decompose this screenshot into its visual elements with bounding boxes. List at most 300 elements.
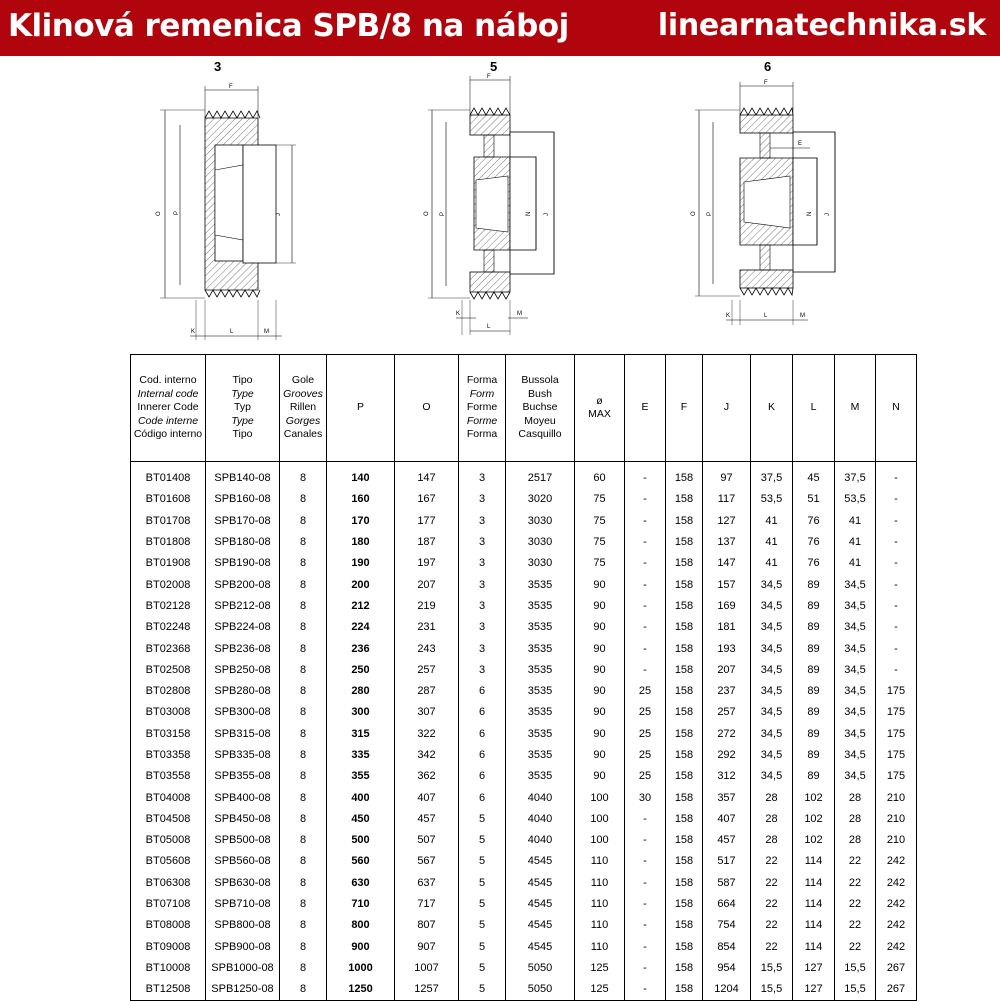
cell-o: 243	[395, 638, 459, 659]
cell-j: 754	[703, 915, 751, 936]
page-title: Klinová remenica SPB/8 na náboj	[8, 8, 569, 44]
cell-n: -	[876, 660, 917, 681]
table-row	[131, 979, 917, 1001]
cell-e: 25	[625, 766, 666, 787]
cell-type: SPB170-08	[206, 511, 280, 532]
header-n: N	[876, 355, 917, 462]
cell-l: 127	[793, 958, 835, 979]
cell-type: SPB1250-08	[206, 979, 280, 1001]
cell-e: 25	[625, 702, 666, 723]
header-bush-en: Bush	[528, 387, 552, 400]
cell-m: 34,5	[835, 660, 876, 681]
cell-l: 76	[793, 532, 835, 553]
cell-o: 342	[395, 745, 459, 766]
cell-m: 34,5	[835, 702, 876, 723]
cell-l: 102	[793, 787, 835, 808]
cell-bush: 4545	[506, 937, 575, 958]
cell-j: 97	[703, 462, 751, 490]
cell-p: 630	[327, 873, 395, 894]
cell-e: -	[625, 873, 666, 894]
table-row	[131, 574, 917, 595]
cell-form: 6	[459, 787, 506, 808]
table-row	[131, 915, 917, 936]
cell-bush: 3030	[506, 553, 575, 574]
drawing-form-3-dim-j: J	[276, 213, 282, 216]
cell-code: BT03158	[131, 724, 206, 745]
cell-j: 457	[703, 830, 751, 851]
cell-e: -	[625, 830, 666, 851]
cell-n: -	[876, 617, 917, 638]
cell-bush: 3535	[506, 574, 575, 595]
cell-f: 158	[666, 937, 703, 958]
cell-grooves: 8	[280, 681, 327, 702]
cell-p: 1250	[327, 979, 395, 1001]
cell-k: 22	[751, 937, 793, 958]
cell-f: 158	[666, 979, 703, 1001]
cell-code: BT08008	[131, 915, 206, 936]
cell-e: -	[625, 574, 666, 595]
cell-p: 1000	[327, 958, 395, 979]
drawing-form-6	[691, 59, 835, 325]
drawing-form-3-label: 3	[214, 59, 222, 74]
cell-f: 158	[666, 915, 703, 936]
cell-m: 22	[835, 915, 876, 936]
cell-type: SPB560-08	[206, 851, 280, 872]
drawing-form-5-dim-o: O	[424, 211, 430, 216]
header-k: K	[751, 355, 793, 462]
header-type	[206, 355, 280, 462]
cell-e: -	[625, 532, 666, 553]
cell-m: 34,5	[835, 724, 876, 745]
header-code-fr: Code interne	[137, 414, 199, 427]
cell-k: 34,5	[751, 681, 793, 702]
cell-k: 34,5	[751, 596, 793, 617]
cell-p: 500	[327, 830, 395, 851]
cell-max: 90	[575, 745, 625, 766]
cell-k: 34,5	[751, 660, 793, 681]
header-f: F	[666, 355, 703, 462]
cell-f: 158	[666, 873, 703, 894]
cell-l: 89	[793, 681, 835, 702]
cell-p: 335	[327, 745, 395, 766]
header-l: L	[793, 355, 835, 462]
cell-p: 224	[327, 617, 395, 638]
cell-m: 28	[835, 787, 876, 808]
cell-bush: 3535	[506, 638, 575, 659]
cell-f: 158	[666, 462, 703, 490]
cell-f: 158	[666, 894, 703, 915]
cell-bush: 3535	[506, 702, 575, 723]
cell-type: SPB630-08	[206, 873, 280, 894]
cell-j: 147	[703, 553, 751, 574]
cell-o: 717	[395, 894, 459, 915]
cell-code: BT03358	[131, 745, 206, 766]
drawing-form-5-dim-p: P	[440, 211, 446, 216]
cell-grooves: 8	[280, 489, 327, 510]
table-row	[131, 638, 917, 659]
cell-m: 34,5	[835, 681, 876, 702]
cell-m: 15,5	[835, 958, 876, 979]
table-row	[131, 617, 917, 638]
header-grooves-es: Canales	[283, 428, 323, 441]
drawing-form-6-dim-e: E	[798, 141, 803, 147]
cell-e: -	[625, 851, 666, 872]
cell-form: 3	[459, 617, 506, 638]
drawing-form-5-dim-n: N	[526, 211, 532, 216]
cell-j: 157	[703, 574, 751, 595]
cell-p: 800	[327, 915, 395, 936]
cell-p: 200	[327, 574, 395, 595]
cell-l: 89	[793, 660, 835, 681]
cell-max: 90	[575, 702, 625, 723]
cell-f: 158	[666, 617, 703, 638]
cell-type: SPB236-08	[206, 638, 280, 659]
cell-max: 110	[575, 851, 625, 872]
cell-m: 34,5	[835, 745, 876, 766]
header-bush-de: Buchse	[522, 401, 558, 414]
cell-p: 170	[327, 511, 395, 532]
header-grooves-fr: Gorges	[285, 414, 321, 427]
cell-m: 37,5	[835, 462, 876, 490]
drawing-form-5	[424, 59, 554, 335]
header-bush-es: Casquillo	[518, 428, 562, 441]
cell-e: -	[625, 617, 666, 638]
cell-o: 362	[395, 766, 459, 787]
cell-o: 507	[395, 830, 459, 851]
drawing-form-6-dim-l: L	[764, 313, 768, 319]
drawing-form-3-dim-f: F	[229, 84, 233, 90]
cell-form: 3	[459, 511, 506, 532]
cell-code: BT02508	[131, 660, 206, 681]
cell-k: 15,5	[751, 958, 793, 979]
cell-e: 25	[625, 681, 666, 702]
cell-grooves: 8	[280, 745, 327, 766]
cell-form: 5	[459, 979, 506, 1001]
cell-k: 22	[751, 915, 793, 936]
cell-type: SPB450-08	[206, 809, 280, 830]
table-row	[131, 681, 917, 702]
cell-e: -	[625, 915, 666, 936]
cell-l: 76	[793, 511, 835, 532]
cell-k: 34,5	[751, 638, 793, 659]
cell-form: 5	[459, 830, 506, 851]
cell-form: 3	[459, 532, 506, 553]
cell-grooves: 8	[280, 574, 327, 595]
cell-l: 89	[793, 617, 835, 638]
cell-max: 60	[575, 462, 625, 490]
cell-bush: 5050	[506, 979, 575, 1001]
cell-o: 177	[395, 511, 459, 532]
cell-max: 75	[575, 511, 625, 532]
cell-o: 407	[395, 787, 459, 808]
cell-n: 242	[876, 915, 917, 936]
cell-o: 219	[395, 596, 459, 617]
cell-f: 158	[666, 553, 703, 574]
cell-grooves: 8	[280, 873, 327, 894]
cell-j: 117	[703, 489, 751, 510]
drawing-form-5-dim-j: J	[544, 213, 550, 216]
cell-k: 34,5	[751, 702, 793, 723]
cell-j: 517	[703, 851, 751, 872]
cell-form: 3	[459, 660, 506, 681]
cell-bush: 3535	[506, 660, 575, 681]
cell-j: 407	[703, 809, 751, 830]
cell-k: 22	[751, 851, 793, 872]
cell-code: BT01708	[131, 511, 206, 532]
cell-p: 250	[327, 660, 395, 681]
cell-grooves: 8	[280, 638, 327, 659]
cell-max: 100	[575, 809, 625, 830]
cell-code: BT02008	[131, 574, 206, 595]
cell-l: 102	[793, 830, 835, 851]
drawing-form-5-dim-l: L	[487, 324, 491, 330]
cell-max: 110	[575, 894, 625, 915]
cell-max: 75	[575, 489, 625, 510]
cell-bush: 3535	[506, 745, 575, 766]
cell-type: SPB1000-08	[206, 958, 280, 979]
cell-bush: 3535	[506, 681, 575, 702]
cell-code: BT12508	[131, 979, 206, 1001]
cell-l: 89	[793, 766, 835, 787]
table-row	[131, 894, 917, 915]
cell-grooves: 8	[280, 937, 327, 958]
cell-n: -	[876, 462, 917, 490]
header-grooves-it: Gole	[291, 374, 315, 387]
cell-code: BT07108	[131, 894, 206, 915]
header-form-fr: Forme	[466, 414, 498, 427]
cell-code: BT03558	[131, 766, 206, 787]
cell-grooves: 8	[280, 894, 327, 915]
cell-code: BT03008	[131, 702, 206, 723]
cell-o: 197	[395, 553, 459, 574]
header-type-en: Type	[231, 387, 254, 400]
table-header-row	[131, 355, 917, 462]
cell-f: 158	[666, 745, 703, 766]
cell-o: 167	[395, 489, 459, 510]
cell-grooves: 8	[280, 596, 327, 617]
cell-form: 3	[459, 596, 506, 617]
cell-n: 210	[876, 787, 917, 808]
cell-f: 158	[666, 638, 703, 659]
cell-l: 89	[793, 702, 835, 723]
cell-max: 110	[575, 873, 625, 894]
cell-k: 34,5	[751, 617, 793, 638]
cell-n: 175	[876, 766, 917, 787]
cell-j: 272	[703, 724, 751, 745]
cell-p: 355	[327, 766, 395, 787]
cell-bush: 4040	[506, 787, 575, 808]
cell-j: 312	[703, 766, 751, 787]
cell-code: BT01808	[131, 532, 206, 553]
cell-p: 560	[327, 851, 395, 872]
cell-l: 89	[793, 745, 835, 766]
cell-e: -	[625, 894, 666, 915]
cell-type: SPB140-08	[206, 462, 280, 490]
cell-bush: 3020	[506, 489, 575, 510]
cell-code: BT01408	[131, 462, 206, 490]
cell-e: -	[625, 553, 666, 574]
cell-k: 34,5	[751, 724, 793, 745]
cell-max: 100	[575, 830, 625, 851]
cell-o: 207	[395, 574, 459, 595]
table-row	[131, 462, 917, 490]
header-m: M	[835, 355, 876, 462]
cell-max: 90	[575, 638, 625, 659]
cell-j: 854	[703, 937, 751, 958]
cell-k: 37,5	[751, 462, 793, 490]
cell-l: 114	[793, 915, 835, 936]
cell-n: -	[876, 638, 917, 659]
drawing-form-6-dim-p: P	[707, 211, 713, 216]
header-p: P	[327, 355, 395, 462]
cell-type: SPB224-08	[206, 617, 280, 638]
cell-bush: 4545	[506, 873, 575, 894]
cell-m: 28	[835, 809, 876, 830]
cell-e: -	[625, 596, 666, 617]
cell-e: -	[625, 958, 666, 979]
cell-e: -	[625, 979, 666, 1001]
table-row	[131, 745, 917, 766]
cell-n: -	[876, 574, 917, 595]
site-name: linearnatechnika.sk	[657, 8, 986, 43]
cell-m: 15,5	[835, 979, 876, 1001]
cell-n: 210	[876, 809, 917, 830]
cell-n: -	[876, 553, 917, 574]
cell-k: 41	[751, 553, 793, 574]
drawing-form-6-dim-n: N	[807, 211, 813, 216]
cell-j: 1204	[703, 979, 751, 1001]
cell-o: 147	[395, 462, 459, 490]
cell-grooves: 8	[280, 724, 327, 745]
header-max-symbol: ø	[596, 394, 603, 407]
cell-k: 34,5	[751, 745, 793, 766]
cell-p: 236	[327, 638, 395, 659]
cell-bush: 3030	[506, 532, 575, 553]
cell-m: 34,5	[835, 617, 876, 638]
cell-form: 3	[459, 489, 506, 510]
cell-type: SPB500-08	[206, 830, 280, 851]
header-grooves-en: Grooves	[283, 387, 323, 400]
cell-form: 5	[459, 851, 506, 872]
header-form-es: Forma	[466, 428, 498, 441]
cell-n: 267	[876, 979, 917, 1001]
cell-e: -	[625, 462, 666, 490]
cell-form: 3	[459, 462, 506, 490]
cell-f: 158	[666, 489, 703, 510]
header-grooves-de: Rillen	[289, 401, 317, 414]
cell-f: 158	[666, 809, 703, 830]
table-row	[131, 766, 917, 787]
cell-o: 807	[395, 915, 459, 936]
cell-f: 158	[666, 532, 703, 553]
spec-table	[130, 354, 917, 1001]
cell-l: 45	[793, 462, 835, 490]
cell-type: SPB300-08	[206, 702, 280, 723]
table-row	[131, 937, 917, 958]
cell-type: SPB200-08	[206, 574, 280, 595]
cell-code: BT04008	[131, 787, 206, 808]
table-body	[131, 462, 917, 1001]
cell-j: 169	[703, 596, 751, 617]
cell-max: 75	[575, 532, 625, 553]
cell-max: 90	[575, 574, 625, 595]
cell-max: 110	[575, 915, 625, 936]
cell-p: 300	[327, 702, 395, 723]
cell-m: 34,5	[835, 574, 876, 595]
cell-j: 292	[703, 745, 751, 766]
cell-form: 5	[459, 937, 506, 958]
cell-o: 322	[395, 724, 459, 745]
cell-f: 158	[666, 596, 703, 617]
drawing-form-6-dim-k: K	[726, 313, 731, 319]
cell-grooves: 8	[280, 830, 327, 851]
cell-k: 28	[751, 787, 793, 808]
header-form-en: Form	[469, 387, 495, 400]
header-type-fr: Type	[231, 414, 254, 427]
drawing-form-3-dim-p: P	[174, 210, 180, 215]
cell-p: 400	[327, 787, 395, 808]
cell-p: 315	[327, 724, 395, 745]
cell-o: 307	[395, 702, 459, 723]
cell-max: 125	[575, 958, 625, 979]
cell-k: 34,5	[751, 766, 793, 787]
cell-f: 158	[666, 511, 703, 532]
drawing-form-6-dim-m: M	[800, 313, 805, 319]
cell-n: 175	[876, 681, 917, 702]
cell-m: 22	[835, 894, 876, 915]
cell-code: BT06308	[131, 873, 206, 894]
cell-m: 53,5	[835, 489, 876, 510]
cell-m: 34,5	[835, 638, 876, 659]
cell-form: 5	[459, 958, 506, 979]
cell-n: 175	[876, 702, 917, 723]
cell-o: 1007	[395, 958, 459, 979]
cell-m: 41	[835, 532, 876, 553]
cell-code: BT09008	[131, 937, 206, 958]
cell-e: 25	[625, 724, 666, 745]
cell-bush: 3535	[506, 596, 575, 617]
header-j: J	[703, 355, 751, 462]
cell-form: 6	[459, 745, 506, 766]
cell-form: 5	[459, 809, 506, 830]
cell-code: BT05608	[131, 851, 206, 872]
cell-m: 28	[835, 830, 876, 851]
drawing-form-5-label: 5	[490, 59, 498, 74]
table-row	[131, 596, 917, 617]
header-bush-fr: Moyeu	[524, 414, 556, 427]
drawing-form-3	[156, 59, 296, 340]
header-o: O	[395, 355, 459, 462]
cell-grooves: 8	[280, 617, 327, 638]
cell-max: 90	[575, 617, 625, 638]
cell-max: 90	[575, 681, 625, 702]
cell-type: SPB710-08	[206, 894, 280, 915]
header-code-it: Cod. interno	[139, 374, 197, 387]
cell-form: 5	[459, 915, 506, 936]
cell-f: 158	[666, 851, 703, 872]
cell-form: 6	[459, 724, 506, 745]
cell-k: 22	[751, 873, 793, 894]
header-code	[131, 355, 206, 462]
cell-o: 1257	[395, 979, 459, 1001]
cell-code: BT10008	[131, 958, 206, 979]
cell-l: 114	[793, 937, 835, 958]
cell-o: 287	[395, 681, 459, 702]
cell-m: 41	[835, 511, 876, 532]
header-code-en: Internal code	[137, 387, 199, 400]
cell-o: 257	[395, 660, 459, 681]
cell-bush: 2517	[506, 462, 575, 490]
